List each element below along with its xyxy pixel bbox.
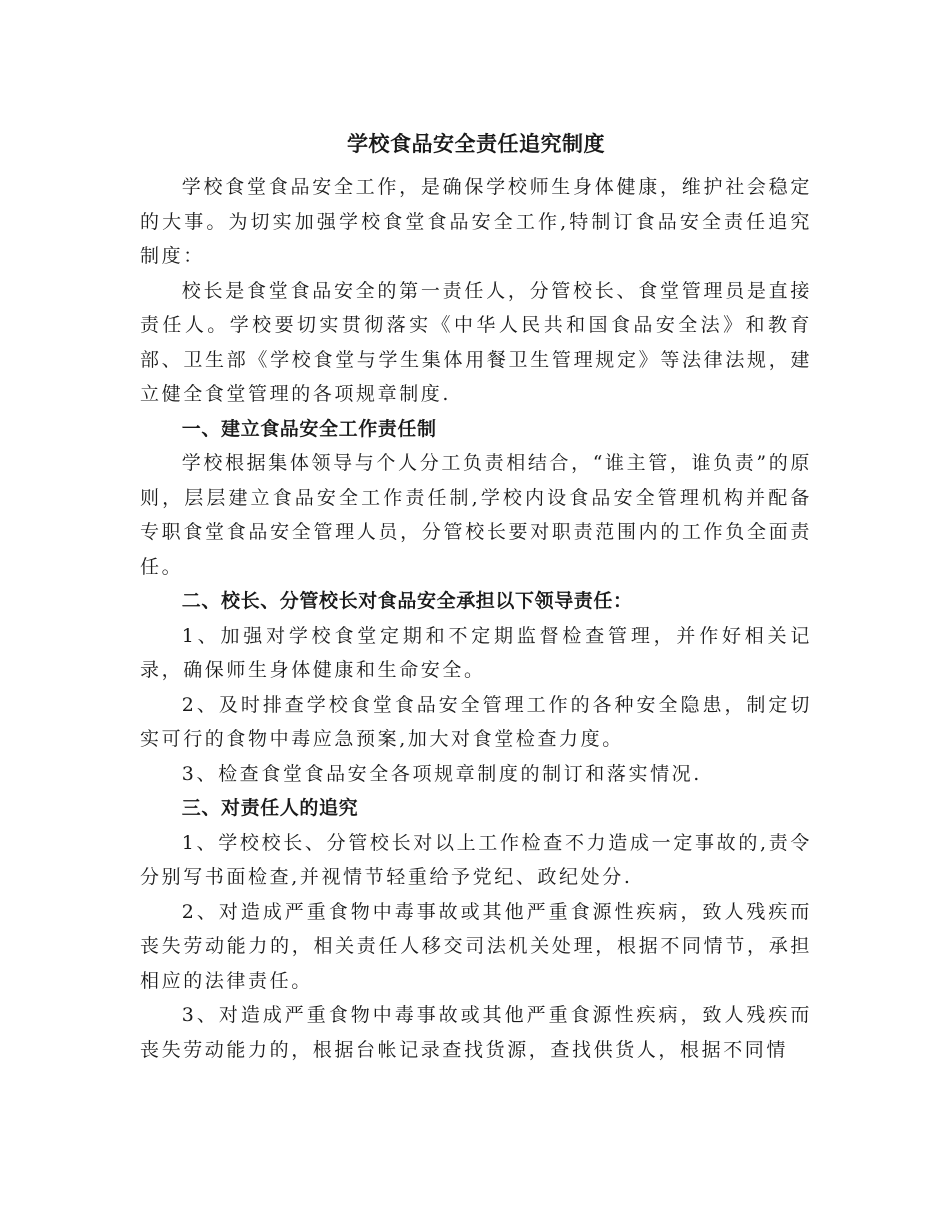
section-heading-2: 二、校长、分管校长对食品安全承担以下领导责任： — [181, 590, 633, 612]
paragraph-intro: 学校食堂食品安全工作，是确保学校师生身体健康，维护社会稳定的大事。为切实加强学校食堂食品安全工作,特制订食品安全责任追究制度： — [140, 176, 812, 267]
list-item-2-2: 2、及时排查学校食堂食品安全管理工作的各种安全隐患，制定切实可行的食物中毒应急预案,加大对食堂检查力度。 — [140, 693, 812, 750]
document-title: 学校食品安全责任追究制度 — [347, 132, 605, 157]
list-item-2-3: 3、检查食堂食品安全各项规章制度的制订和落实情况. — [181, 762, 702, 785]
paragraph-responsible-persons: 校长是食堂食品安全的第一责任人，分管校长、食堂管理员是直接责任人。学校要切实贯彻落实《中华人民共和国食品安全法》和教育部、卫生部《学校食堂与学生集体用餐卫生管理规定》等法律法规，建立健全食堂管理的各项规章制度. — [140, 279, 812, 405]
list-item-2-1: 1、加强对学校食堂定期和不定期监督检查管理，并作好相关记录，确保师生身体健康和生命安全。 — [140, 624, 812, 681]
paragraph-section-1: 学校根据集体领导与个人分工负责相结合，“谁主管，谁负责”的原则，层层建立食品安全工作责任制,学校内设食品安全管理机构并配备专职食堂食品安全管理人员，分管校长要对职责范围内的工作负全面责任。 — [140, 452, 812, 578]
document-body — [140, 170, 812, 1067]
section-heading-3: 三、对责任人的追究 — [181, 797, 359, 819]
section-heading-1: 一、建立食品安全工作责任制 — [181, 417, 437, 440]
list-item-3-1: 1、学校校长、分管校长对以上工作检查不力造成一定事故的,责令分别写书面检查,并视情节轻重给予党纪、政纪处分. — [140, 831, 812, 888]
list-item-3-3: 3、对造成严重食物中毒事故或其他严重食源性疾病，致人残疾而丧失劳动能力的，根据台帐记录查找货源，查找供货人，根据不同情 — [140, 1004, 812, 1061]
list-item-3-2: 2、对造成严重食物中毒事故或其他严重食源性疾病，致人残疾而丧失劳动能力的，相关责任人移交司法机关处理，根据不同情节，承担相应的法律责任。 — [140, 900, 812, 992]
